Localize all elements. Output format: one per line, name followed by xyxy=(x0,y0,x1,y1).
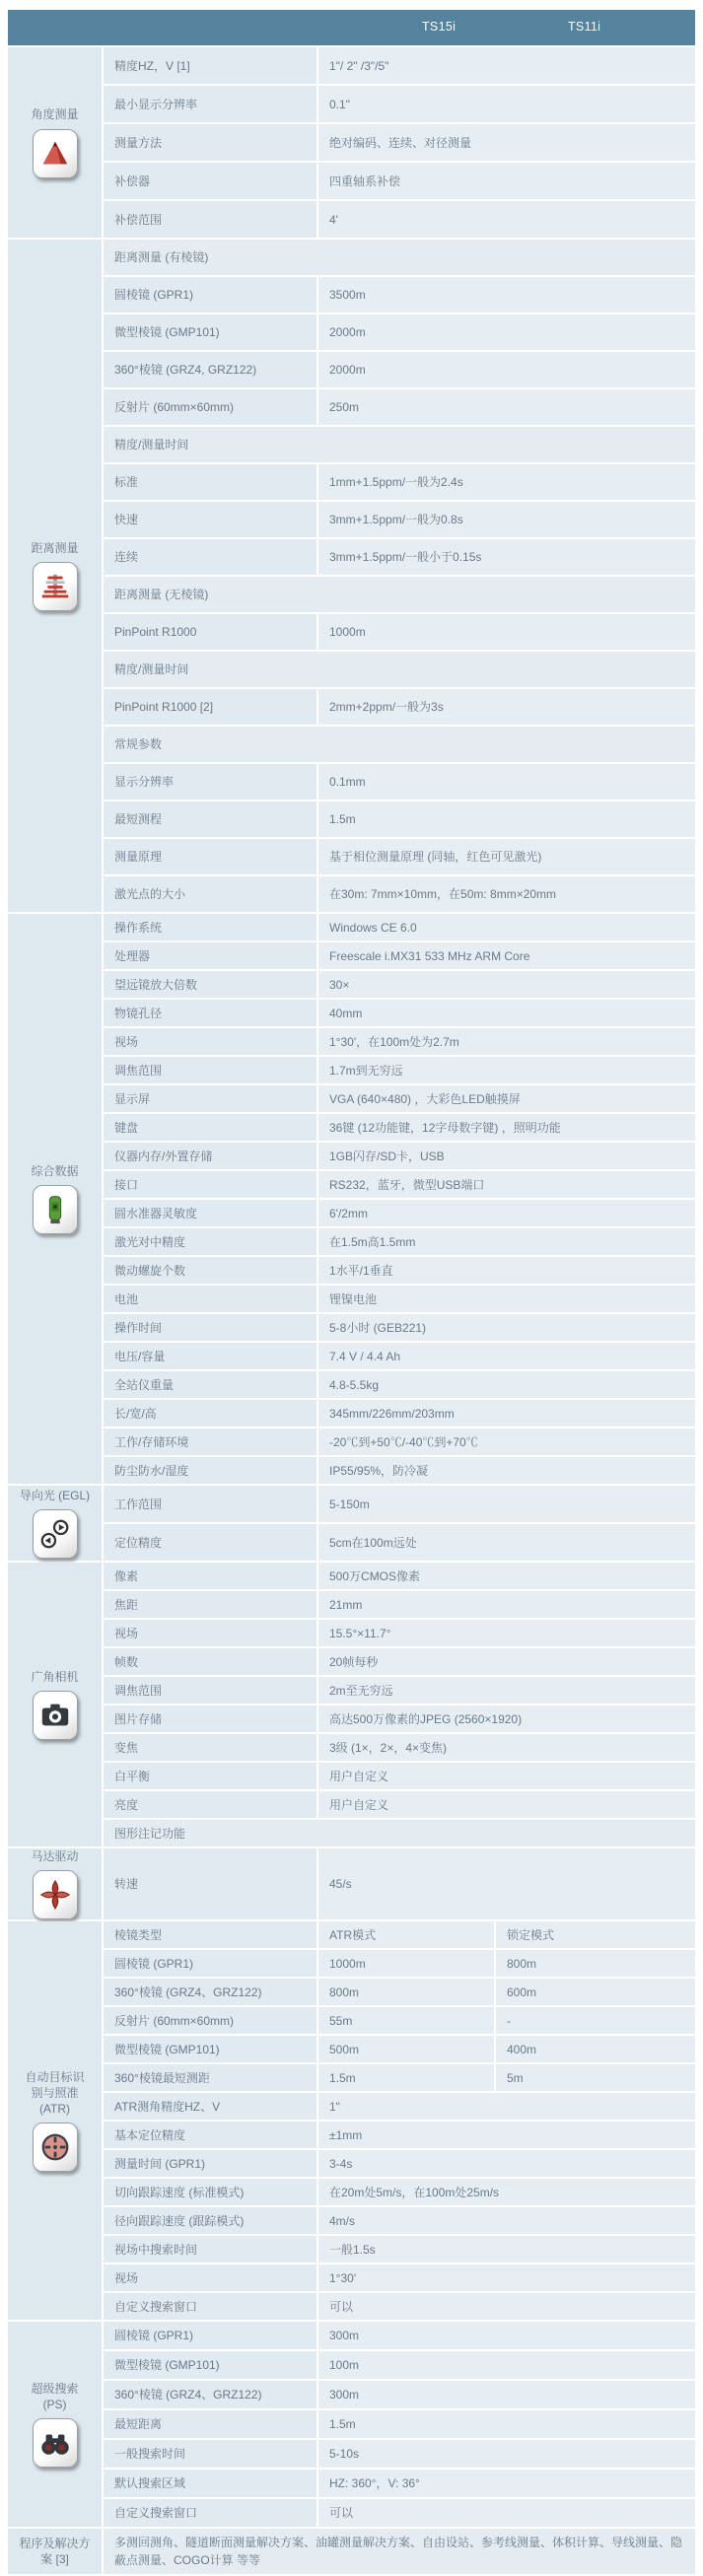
spec-row xyxy=(104,2093,695,2122)
spec-value: 在1.5m高1.5mm xyxy=(318,1228,695,1255)
spec-key: 工作范围 xyxy=(104,1486,318,1522)
spec-value: 绝对编码、连续、对径测量 xyxy=(318,124,695,161)
spec-row xyxy=(104,2470,695,2499)
staff-icon xyxy=(33,562,78,611)
instrument-icon xyxy=(33,1185,78,1234)
spec-row xyxy=(104,2007,695,2036)
spec-row xyxy=(104,1820,695,1848)
prism-icon xyxy=(33,129,78,178)
spec-value: 1000m xyxy=(318,614,695,650)
section-label: 程序及解决方案 [3] xyxy=(19,2537,91,2567)
section-rows xyxy=(104,914,695,1486)
target-icon xyxy=(33,2123,78,2172)
spec-value: 1" xyxy=(318,2093,695,2120)
spec-key: 最短距离 xyxy=(104,2410,318,2438)
spec-row xyxy=(104,1677,695,1706)
spec-key: 一般搜索时间 xyxy=(104,2440,318,2468)
spec-value: 1°30'，在100m处为2.7m xyxy=(318,1028,695,1055)
spec-value: 在30m: 7mm×10mm，在50m: 8mm×20mm xyxy=(318,876,695,912)
spec-key: 帧数 xyxy=(104,1648,318,1675)
spec-value-ts11i: 锁定模式 xyxy=(496,1921,695,1948)
section-distance xyxy=(8,240,695,914)
spec-row xyxy=(104,2236,695,2264)
spec-value: 3mm+1.5ppm/一般小于0.15s xyxy=(318,539,695,575)
spec-key: 径向跟踪速度 (跟踪模式) xyxy=(104,2207,318,2234)
section-sidebar-motor xyxy=(8,1848,104,1921)
spec-value: 250m xyxy=(318,389,695,425)
column-header-ts11i: TS11i xyxy=(568,20,601,34)
spec-row xyxy=(104,2499,695,2529)
spec-value: 可以 xyxy=(318,2499,695,2527)
section-rows xyxy=(104,1563,695,1848)
spec-row xyxy=(104,876,695,914)
spec-key: 微型棱镜 (GMP101) xyxy=(104,2351,318,2379)
section-rows xyxy=(104,1848,695,1921)
spec-table-body xyxy=(8,47,695,2576)
spec-value: 1mm+1.5ppm/一般为2.4s xyxy=(318,464,695,500)
spec-key: 精度HZ，V [1] xyxy=(104,47,318,84)
section-label: 自动目标识 别与照准 (ATR) xyxy=(25,2069,85,2117)
spec-row xyxy=(104,2179,695,2207)
spec-value-ts15i: 55m xyxy=(318,2007,496,2034)
spec-key: 图片存储 xyxy=(104,1706,318,1732)
spec-row xyxy=(104,314,695,352)
spec-key: 标准 xyxy=(104,464,318,500)
spec-subheader: 常规参数 xyxy=(104,727,695,762)
section-sidebar-atr xyxy=(8,1921,104,2322)
spec-row xyxy=(104,2351,695,2381)
spec-value: 2mm+2ppm/一般为3s xyxy=(318,689,695,725)
spec-value: 用户自定义 xyxy=(318,1763,695,1789)
spec-value: 一般1.5s xyxy=(318,2236,695,2263)
spec-row xyxy=(104,502,695,539)
spec-key: 360°棱镜 (GRZ4、GRZ122) xyxy=(104,2381,318,2408)
section-rows xyxy=(104,1921,695,2322)
spec-subheader: 图形注记功能 xyxy=(104,1820,695,1846)
spec-key: 调焦范围 xyxy=(104,1677,318,1704)
spec-key: 最小显示分辨率 xyxy=(104,86,318,122)
spec-table xyxy=(8,10,695,2576)
section-sidebar-camera xyxy=(8,1563,104,1848)
column-header-ts15i: TS15i xyxy=(422,20,457,34)
spec-value: 2m至无穷远 xyxy=(318,1677,695,1704)
spec-row xyxy=(104,1257,695,1286)
spec-row xyxy=(104,2036,695,2064)
spec-key: 仪器内存/外置存储 xyxy=(104,1143,318,1169)
spec-value: 345mm/226mm/203mm xyxy=(318,1400,695,1427)
section-general xyxy=(8,914,695,1486)
spec-value: 40mm xyxy=(318,1000,695,1026)
spec-value: 可以 xyxy=(318,2293,695,2320)
spec-row xyxy=(104,240,695,277)
spec-key: 视场 xyxy=(104,1028,318,1055)
spec-value: 1.5m xyxy=(318,2410,695,2438)
spec-row xyxy=(104,1648,695,1677)
spec-key: ATR测角精度HZ、V xyxy=(104,2093,318,2120)
spec-row xyxy=(104,727,695,764)
spec-row xyxy=(104,1763,695,1791)
spec-value: IP55/95%，防冷凝 xyxy=(318,1457,695,1484)
section-egl xyxy=(8,1486,695,1563)
spec-value: 2000m xyxy=(318,352,695,387)
spec-key: 操作系统 xyxy=(104,914,318,940)
spec-key: 360°棱镜最短测距 xyxy=(104,2064,318,2091)
section-angle xyxy=(8,47,695,240)
spec-row xyxy=(104,971,695,1000)
section-label: 导向光 (EGL) xyxy=(19,1488,91,1502)
spec-subheader: 距离测量 (无棱镜) xyxy=(104,577,695,612)
motor-icon xyxy=(33,1870,78,1919)
spec-row xyxy=(104,1457,695,1486)
section-label: 超级搜索 (PS) xyxy=(31,2382,79,2412)
binoculars-icon xyxy=(33,2418,78,2468)
section-label: 马达驱动 xyxy=(31,1849,79,1863)
spec-row xyxy=(104,1921,695,1950)
spec-value: 0.1" xyxy=(318,86,695,122)
spec-value: 20帧每秒 xyxy=(318,1648,695,1675)
spec-key: 圆水准器灵敏度 xyxy=(104,1200,318,1226)
spec-value: 3mm+1.5ppm/一般为0.8s xyxy=(318,502,695,537)
spec-key: 测量时间 (GPR1) xyxy=(104,2150,318,2177)
spec-row xyxy=(104,539,695,577)
spec-row xyxy=(104,1171,695,1200)
spec-value: HZ: 360°，V: 36° xyxy=(318,2470,695,2497)
spec-row xyxy=(104,1524,695,1563)
spec-row xyxy=(104,1706,695,1734)
spec-subheader: 多测回测角、隧道断面测量解决方案、油罐测量解决方案、自由设站、参考线测量、体积计算、导线测量、隐蔽点测量、COGO计算 等等 xyxy=(104,2529,695,2574)
spec-value: 100m xyxy=(318,2351,695,2379)
section-powersearch xyxy=(8,2322,695,2529)
spec-subheader: 精度/测量时间 xyxy=(104,427,695,462)
spec-value: 300m xyxy=(318,2381,695,2408)
spec-value: 高达500万像素的JPEG (2560×1920) xyxy=(318,1706,695,1732)
spec-key: 望远镜放大倍数 xyxy=(104,971,318,998)
spec-row xyxy=(104,942,695,971)
spec-subheader: 距离测量 (有棱镜) xyxy=(104,240,695,275)
spec-row xyxy=(104,1314,695,1343)
spec-row xyxy=(104,1114,695,1143)
spec-row xyxy=(104,2122,695,2150)
spec-key: PinPoint R1000 xyxy=(104,614,318,650)
spec-row xyxy=(104,652,695,689)
section-sidebar-programs xyxy=(8,2529,104,2576)
spec-key: 物镜孔径 xyxy=(104,1000,318,1026)
spec-value: 用户自定义 xyxy=(318,1791,695,1818)
spec-key: 反射片 (60mm×60mm) xyxy=(104,2007,318,2034)
spec-key: 测量方法 xyxy=(104,124,318,161)
spec-key: 微型棱镜 (GMP101) xyxy=(104,314,318,350)
section-sidebar-general xyxy=(8,914,104,1486)
section-programs xyxy=(8,2529,695,2576)
spec-key: 视场 xyxy=(104,2264,318,2291)
section-rows xyxy=(104,2322,695,2529)
spec-value: 4.8-5.5kg xyxy=(318,1371,695,1398)
spec-value-ts15i: 800m xyxy=(318,1979,496,2005)
spec-value: 基于相位测量原理 (同轴，红色可见激光) xyxy=(318,839,695,874)
spec-row xyxy=(104,764,695,801)
section-sidebar-angle xyxy=(8,47,104,240)
spec-row xyxy=(104,2207,695,2236)
spec-row xyxy=(104,1057,695,1085)
spec-row xyxy=(104,2064,695,2093)
spec-value: 3500m xyxy=(318,277,695,313)
spec-row xyxy=(104,614,695,652)
spec-key: 白平衡 xyxy=(104,1763,318,1789)
spec-key: 长/宽/高 xyxy=(104,1400,318,1427)
spec-value: 15.5°×11.7° xyxy=(318,1620,695,1646)
section-rows xyxy=(104,47,695,240)
spec-key: 工作/存储环境 xyxy=(104,1428,318,1455)
section-label: 综合数据 xyxy=(31,1163,79,1178)
spec-value: Windows CE 6.0 xyxy=(318,914,695,940)
spec-key: 圆棱镜 (GPR1) xyxy=(104,1950,318,1977)
spec-row xyxy=(104,914,695,942)
section-sidebar-distance xyxy=(8,240,104,914)
spec-row xyxy=(104,2264,695,2293)
spec-value: 36键 (12功能键，12字母数字键) ，照明功能 xyxy=(318,1114,695,1141)
spec-value-ts11i: - xyxy=(496,2007,695,2034)
spec-value: 1水平/1垂直 xyxy=(318,1257,695,1284)
spec-key: 圆棱镜 (GPR1) xyxy=(104,277,318,313)
spec-key: 激光对中精度 xyxy=(104,1228,318,1255)
spec-row xyxy=(104,427,695,464)
camera-icon xyxy=(33,1691,78,1740)
spec-row xyxy=(104,1028,695,1057)
spec-value: 0.1mm xyxy=(318,764,695,800)
spec-key: 默认搜索区域 xyxy=(104,2470,318,2497)
spec-row xyxy=(104,689,695,727)
spec-value: 300m xyxy=(318,2322,695,2349)
spec-row xyxy=(104,2150,695,2179)
spec-row xyxy=(104,2322,695,2351)
spec-value-ts15i: ATR模式 xyxy=(318,1921,496,1948)
spec-row xyxy=(104,352,695,389)
spec-row xyxy=(104,1591,695,1620)
spec-key: 键盘 xyxy=(104,1114,318,1141)
spec-key: 电池 xyxy=(104,1286,318,1312)
spec-value: 5-8小时 (GEB221) xyxy=(318,1314,695,1341)
spec-key: 微动螺旋个数 xyxy=(104,1257,318,1284)
spec-key: 360°棱镜 (GRZ4、GRZ122) xyxy=(104,1979,318,2005)
section-label: 广角相机 xyxy=(31,1669,79,1684)
spec-value: 30× xyxy=(318,971,695,998)
spec-row xyxy=(104,1143,695,1171)
spec-key: 视场中搜索时间 xyxy=(104,2236,318,2263)
spec-value-ts11i: 600m xyxy=(496,1979,695,2005)
spec-row xyxy=(104,2293,695,2322)
spec-row xyxy=(104,1371,695,1400)
spec-value: 45/s xyxy=(318,1848,695,1919)
spec-value: -20℃到+50℃/-40℃到+70℃ xyxy=(318,1428,695,1455)
spec-row xyxy=(104,1000,695,1028)
spec-key: 电压/容量 xyxy=(104,1343,318,1369)
section-sidebar-powersearch xyxy=(8,2322,104,2529)
spec-value: 1°30' xyxy=(318,2264,695,2291)
spec-row xyxy=(104,1228,695,1257)
spec-key: 棱镜类型 xyxy=(104,1921,318,1948)
spec-value: 5cm在100m远处 xyxy=(318,1524,695,1561)
spec-key: 焦距 xyxy=(104,1591,318,1618)
spec-value: 5-10s xyxy=(318,2440,695,2468)
spec-row xyxy=(104,1400,695,1428)
spec-value: 500万CMOS像素 xyxy=(318,1563,695,1589)
spec-key: 自定义搜索窗口 xyxy=(104,2499,318,2527)
section-rows xyxy=(104,240,695,914)
spec-key: 反射片 (60mm×60mm) xyxy=(104,389,318,425)
spec-row xyxy=(104,1620,695,1648)
spec-key: 补偿器 xyxy=(104,163,318,199)
spec-row xyxy=(104,86,695,124)
spec-key: 基本定位精度 xyxy=(104,2122,318,2148)
spec-row xyxy=(104,1200,695,1228)
spec-value: 3-4s xyxy=(318,2150,695,2177)
spec-key: 显示屏 xyxy=(104,1085,318,1112)
spec-row xyxy=(104,1734,695,1763)
spec-value-ts15i: 1000m xyxy=(318,1950,496,1977)
spec-value: RS232，蓝牙，微型USB端口 xyxy=(318,1171,695,1198)
spec-key: 定位精度 xyxy=(104,1524,318,1561)
spec-row xyxy=(104,1979,695,2007)
spec-key: 显示分辨率 xyxy=(104,764,318,800)
spec-key: 补偿范围 xyxy=(104,201,318,238)
spec-row xyxy=(104,277,695,314)
spec-value: 3级 (1×，2×，4×变焦) xyxy=(318,1734,695,1761)
spec-key: 接口 xyxy=(104,1171,318,1198)
spec-row xyxy=(104,2381,695,2410)
spec-key: 圆棱镜 (GPR1) xyxy=(104,2322,318,2349)
spec-key: 处理器 xyxy=(104,942,318,969)
spec-value-ts11i: 800m xyxy=(496,1950,695,1977)
spec-value-ts15i: 500m xyxy=(318,2036,496,2062)
spec-value: Freescale i.MX31 533 MHz ARM Core xyxy=(318,942,695,969)
section-rows xyxy=(104,2529,695,2576)
section-atr xyxy=(8,1921,695,2322)
spec-value: 21mm xyxy=(318,1591,695,1618)
spec-row xyxy=(104,1848,695,1921)
spec-key: 像素 xyxy=(104,1563,318,1589)
spec-value-ts11i: 400m xyxy=(496,2036,695,2062)
spec-row xyxy=(104,2410,695,2440)
spec-row xyxy=(104,1286,695,1314)
spec-value: 2000m xyxy=(318,314,695,350)
spec-key: 最短测程 xyxy=(104,801,318,837)
spec-value: 4m/s xyxy=(318,2207,695,2234)
spec-value-ts11i: 5m xyxy=(496,2064,695,2091)
spec-row xyxy=(104,1343,695,1371)
spec-key: 激光点的大小 xyxy=(104,876,318,912)
spec-key: 视场 xyxy=(104,1620,318,1646)
spec-row xyxy=(104,1563,695,1591)
spec-value: 4' xyxy=(318,201,695,238)
spec-row xyxy=(104,124,695,163)
spec-row xyxy=(104,47,695,86)
spec-value: 6'/2mm xyxy=(318,1200,695,1226)
spec-row xyxy=(104,577,695,614)
spec-row xyxy=(104,464,695,502)
spec-value: ±1mm xyxy=(318,2122,695,2148)
spec-key: 微型棱镜 (GMP101) xyxy=(104,2036,318,2062)
spec-key: 测量原理 xyxy=(104,839,318,874)
spec-key: 全站仪重量 xyxy=(104,1371,318,1398)
spec-key: 快速 xyxy=(104,502,318,537)
spec-key: 切向跟踪速度 (标准模式) xyxy=(104,2179,318,2205)
guide-light-icon xyxy=(33,1509,78,1559)
spec-value-ts15i: 1.5m xyxy=(318,2064,496,2091)
spec-value: 5-150m xyxy=(318,1486,695,1522)
spec-row xyxy=(104,1428,695,1457)
spec-row xyxy=(104,389,695,427)
spec-key: 亮度 xyxy=(104,1791,318,1818)
spec-key: 自定义搜索窗口 xyxy=(104,2293,318,2320)
spec-row xyxy=(104,163,695,201)
section-motor xyxy=(8,1848,695,1921)
spec-value: 1.5m xyxy=(318,801,695,837)
spec-row xyxy=(104,2440,695,2470)
section-camera xyxy=(8,1563,695,1848)
section-label: 距离测量 xyxy=(31,540,79,555)
spec-row xyxy=(104,1486,695,1524)
spec-value: VGA (640×480) ，大彩色LED触摸屏 xyxy=(318,1085,695,1112)
spec-value: 7.4 V / 4.4 Ah xyxy=(318,1343,695,1369)
spec-row xyxy=(104,1950,695,1979)
spec-row xyxy=(104,839,695,876)
spec-value: 1.7m到无穷远 xyxy=(318,1057,695,1083)
spec-subheader: 精度/测量时间 xyxy=(104,652,695,687)
spec-key: 转速 xyxy=(104,1848,318,1919)
spec-value: 锂镍电池 xyxy=(318,1286,695,1312)
spec-row xyxy=(104,2529,695,2576)
section-rows xyxy=(104,1486,695,1563)
spec-key: 连续 xyxy=(104,539,318,575)
spec-key: PinPoint R1000 [2] xyxy=(104,689,318,725)
spec-key: 调焦范围 xyxy=(104,1057,318,1083)
spec-key: 防尘防水/湿度 xyxy=(104,1457,318,1484)
table-header xyxy=(8,10,695,47)
spec-value: 1"/ 2" /3"/5" xyxy=(318,47,695,84)
spec-row xyxy=(104,1791,695,1820)
spec-key: 变焦 xyxy=(104,1734,318,1761)
spec-row xyxy=(104,1085,695,1114)
spec-row xyxy=(104,201,695,240)
spec-value: 1GB闪存/SD卡，USB xyxy=(318,1143,695,1169)
spec-row xyxy=(104,801,695,839)
spec-value: 四重轴系补偿 xyxy=(318,163,695,199)
section-sidebar-egl xyxy=(8,1486,104,1563)
spec-value: 在20m处5m/s，在100m处25m/s xyxy=(318,2179,695,2205)
spec-key: 操作时间 xyxy=(104,1314,318,1341)
spec-key: 360°棱镜 (GRZ4, GRZ122) xyxy=(104,352,318,387)
section-label: 角度测量 xyxy=(31,107,79,122)
